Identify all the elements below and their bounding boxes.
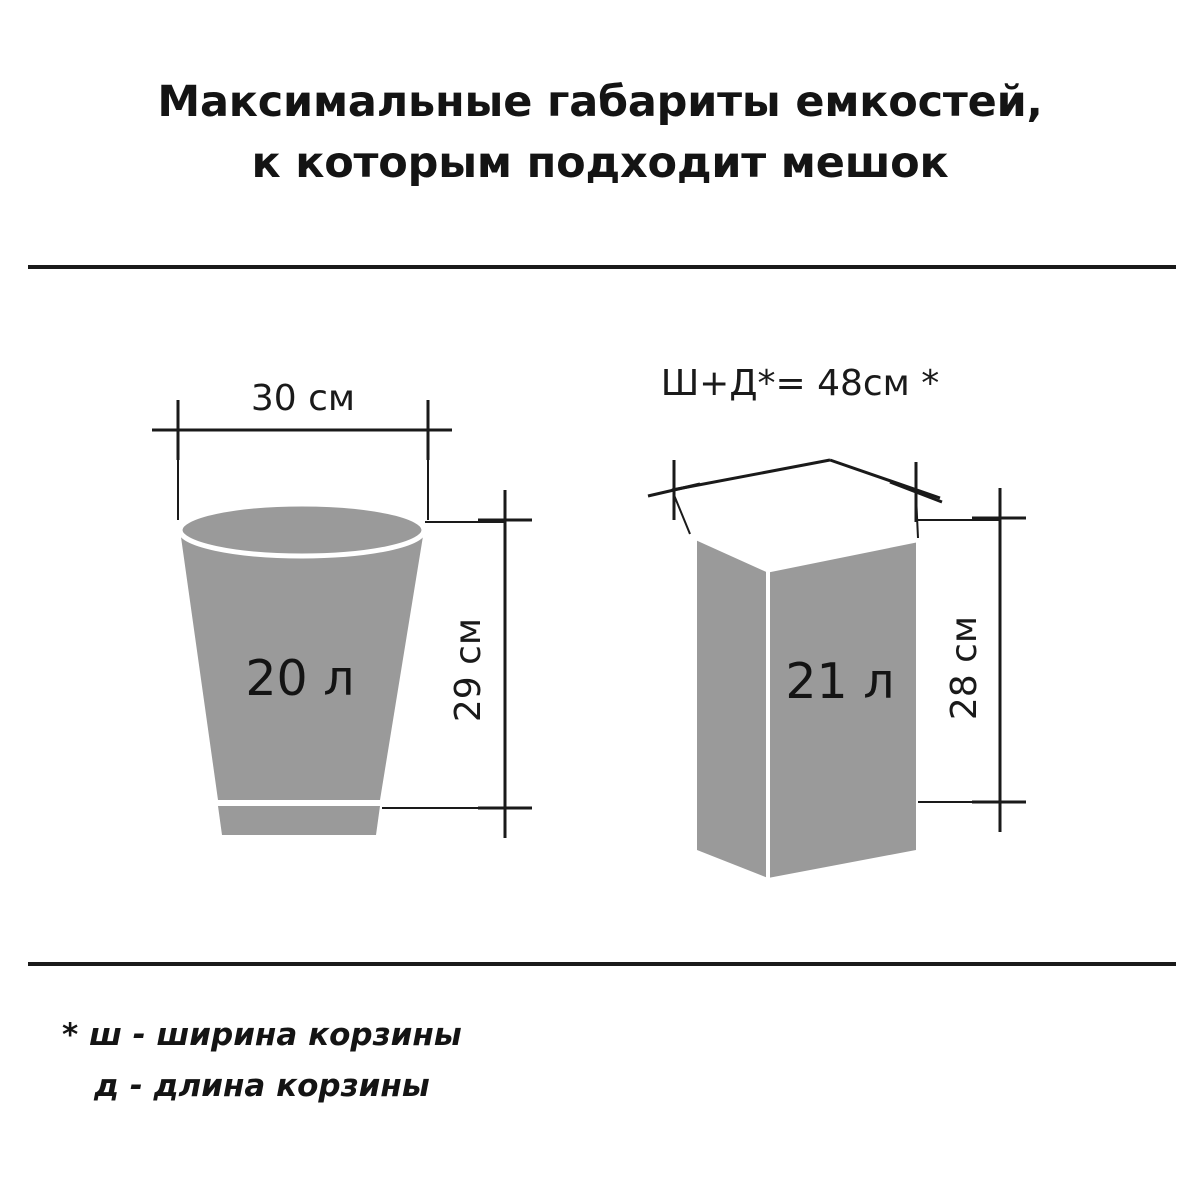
rect-bin-width-dimension-line-right [830,460,940,498]
footnotes [62,1010,462,1112]
round-bin-base [218,806,380,835]
rect-bin-volume-label: 21 л [785,653,895,710]
round-bin-group [152,378,532,838]
leader [916,495,918,538]
divider-bottom [28,962,1176,966]
rect-bin-left-panel [697,538,768,878]
rect-bin-group [648,363,1026,878]
page-title-line-1: Максимальные габариты емкостей, [157,77,1043,127]
round-bin-rim [180,504,424,556]
round-bin-width-label: 30 см [250,378,356,419]
round-bin-height-label: 29 см [448,617,489,723]
footnote-length: д - длина корзины [94,1068,430,1105]
round-bin-volume-label: 20 л [245,650,355,707]
page-title-line-2: к которым подходит мешок [251,138,949,189]
page-title [0,72,1200,194]
leader [674,495,690,534]
divider-top [28,265,1176,269]
diagram-canvas [0,290,1200,950]
rect-bin-width-label: Ш+Д*= 48см * [660,363,940,404]
rect-bin-height-label: 28 см [944,615,985,721]
footnote-width: * ш - ширина корзины [62,1017,462,1053]
